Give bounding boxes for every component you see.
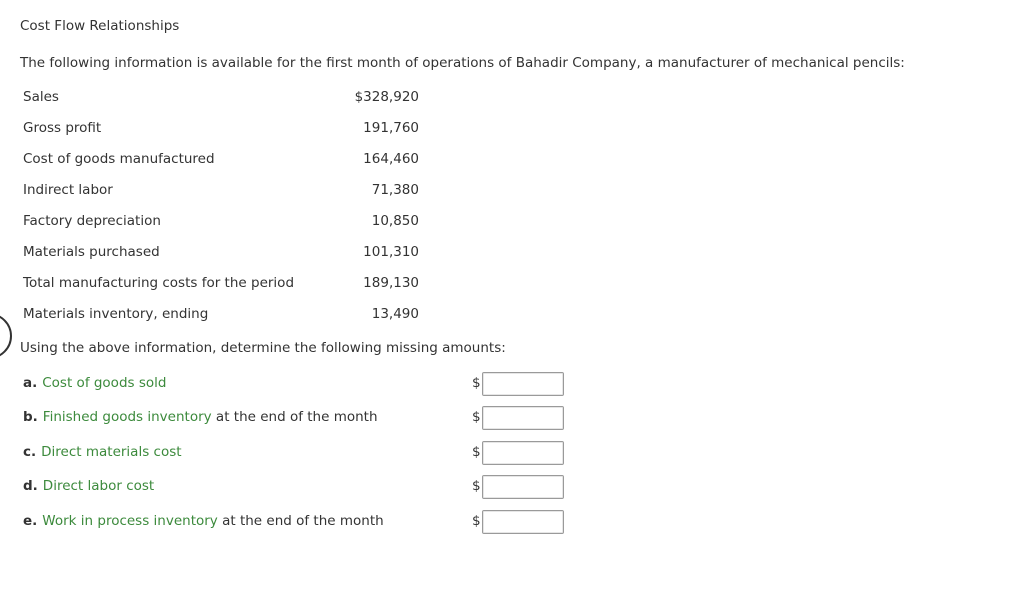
question-text: [23, 444, 182, 460]
data-row-materials-purchased: [23, 235, 419, 266]
question-suffix: at the end of the month: [211, 409, 378, 425]
data-row-sales: [23, 80, 419, 111]
question-row-b: [23, 406, 568, 430]
direct-labor-cost-input[interactable]: [482, 475, 564, 499]
question-row-d: [23, 475, 568, 499]
data-label: Materials inventory, ending: [23, 306, 209, 322]
question-text: [23, 513, 384, 529]
data-value: 71,380: [371, 182, 419, 198]
focus-circle-marker: [0, 313, 12, 359]
question-row-c: [23, 441, 568, 465]
data-value: 10,850: [371, 213, 419, 229]
question-text: [23, 478, 154, 494]
data-value: 101,310: [363, 244, 419, 260]
currency-symbol: $: [472, 444, 481, 460]
question-term-link[interactable]: Finished goods inventory: [42, 409, 212, 425]
currency-symbol: $: [472, 513, 481, 529]
data-label: Factory depreciation: [23, 213, 161, 229]
question-term-link[interactable]: Work in process inventory: [42, 513, 218, 529]
question-letter: c.: [23, 444, 37, 460]
data-value: 164,460: [363, 151, 419, 167]
currency-symbol: $: [472, 409, 481, 425]
data-row-materials-inventory-ending: [23, 297, 419, 328]
data-value: $328,920: [354, 89, 419, 105]
question-term-link[interactable]: Direct labor cost: [42, 478, 155, 494]
work-in-process-inventory-input[interactable]: [482, 510, 564, 534]
page-title: Cost Flow Relationships: [20, 18, 180, 34]
question-row-e: [23, 510, 568, 534]
instruction-text: Using the above information, determine the following missing amounts:: [20, 340, 506, 356]
data-label: Sales: [23, 89, 59, 105]
intro-text: The following information is available for the first month of operations of Bahadir Company, a manufacturer of mechanical pencils:: [20, 55, 905, 71]
question-letter: d.: [23, 478, 38, 494]
currency-symbol: $: [472, 478, 481, 494]
cost-of-goods-sold-input[interactable]: [482, 372, 564, 396]
question-suffix: at the end of the month: [217, 513, 384, 529]
direct-materials-cost-input[interactable]: [482, 441, 564, 465]
finished-goods-inventory-input[interactable]: [482, 406, 564, 430]
data-label: Total manufacturing costs for the period: [23, 275, 295, 291]
data-row-cost-of-goods-manufactured: [23, 142, 419, 173]
data-label: Gross profit: [23, 120, 102, 136]
question-letter: e.: [23, 513, 38, 529]
data-value: 13,490: [371, 306, 419, 322]
data-table: [23, 80, 419, 328]
data-label: Indirect labor: [23, 182, 113, 198]
currency-symbol: $: [472, 375, 481, 391]
question-row-a: [23, 372, 568, 396]
data-value: 189,130: [363, 275, 419, 291]
question-letter: a.: [23, 375, 38, 391]
data-label: Materials purchased: [23, 244, 160, 260]
question-text: [23, 375, 166, 391]
question-term-link[interactable]: Direct materials cost: [41, 444, 182, 460]
data-row-indirect-labor: [23, 173, 419, 204]
data-value: 191,760: [363, 120, 419, 136]
data-label: Cost of goods manufactured: [23, 151, 215, 167]
data-row-factory-depreciation: [23, 204, 419, 235]
data-row-gross-profit: [23, 111, 419, 142]
data-row-total-manufacturing-costs: [23, 266, 419, 297]
question-letter: b.: [23, 409, 38, 425]
question-term-link[interactable]: Cost of goods sold: [42, 375, 167, 391]
question-text: [23, 409, 378, 425]
